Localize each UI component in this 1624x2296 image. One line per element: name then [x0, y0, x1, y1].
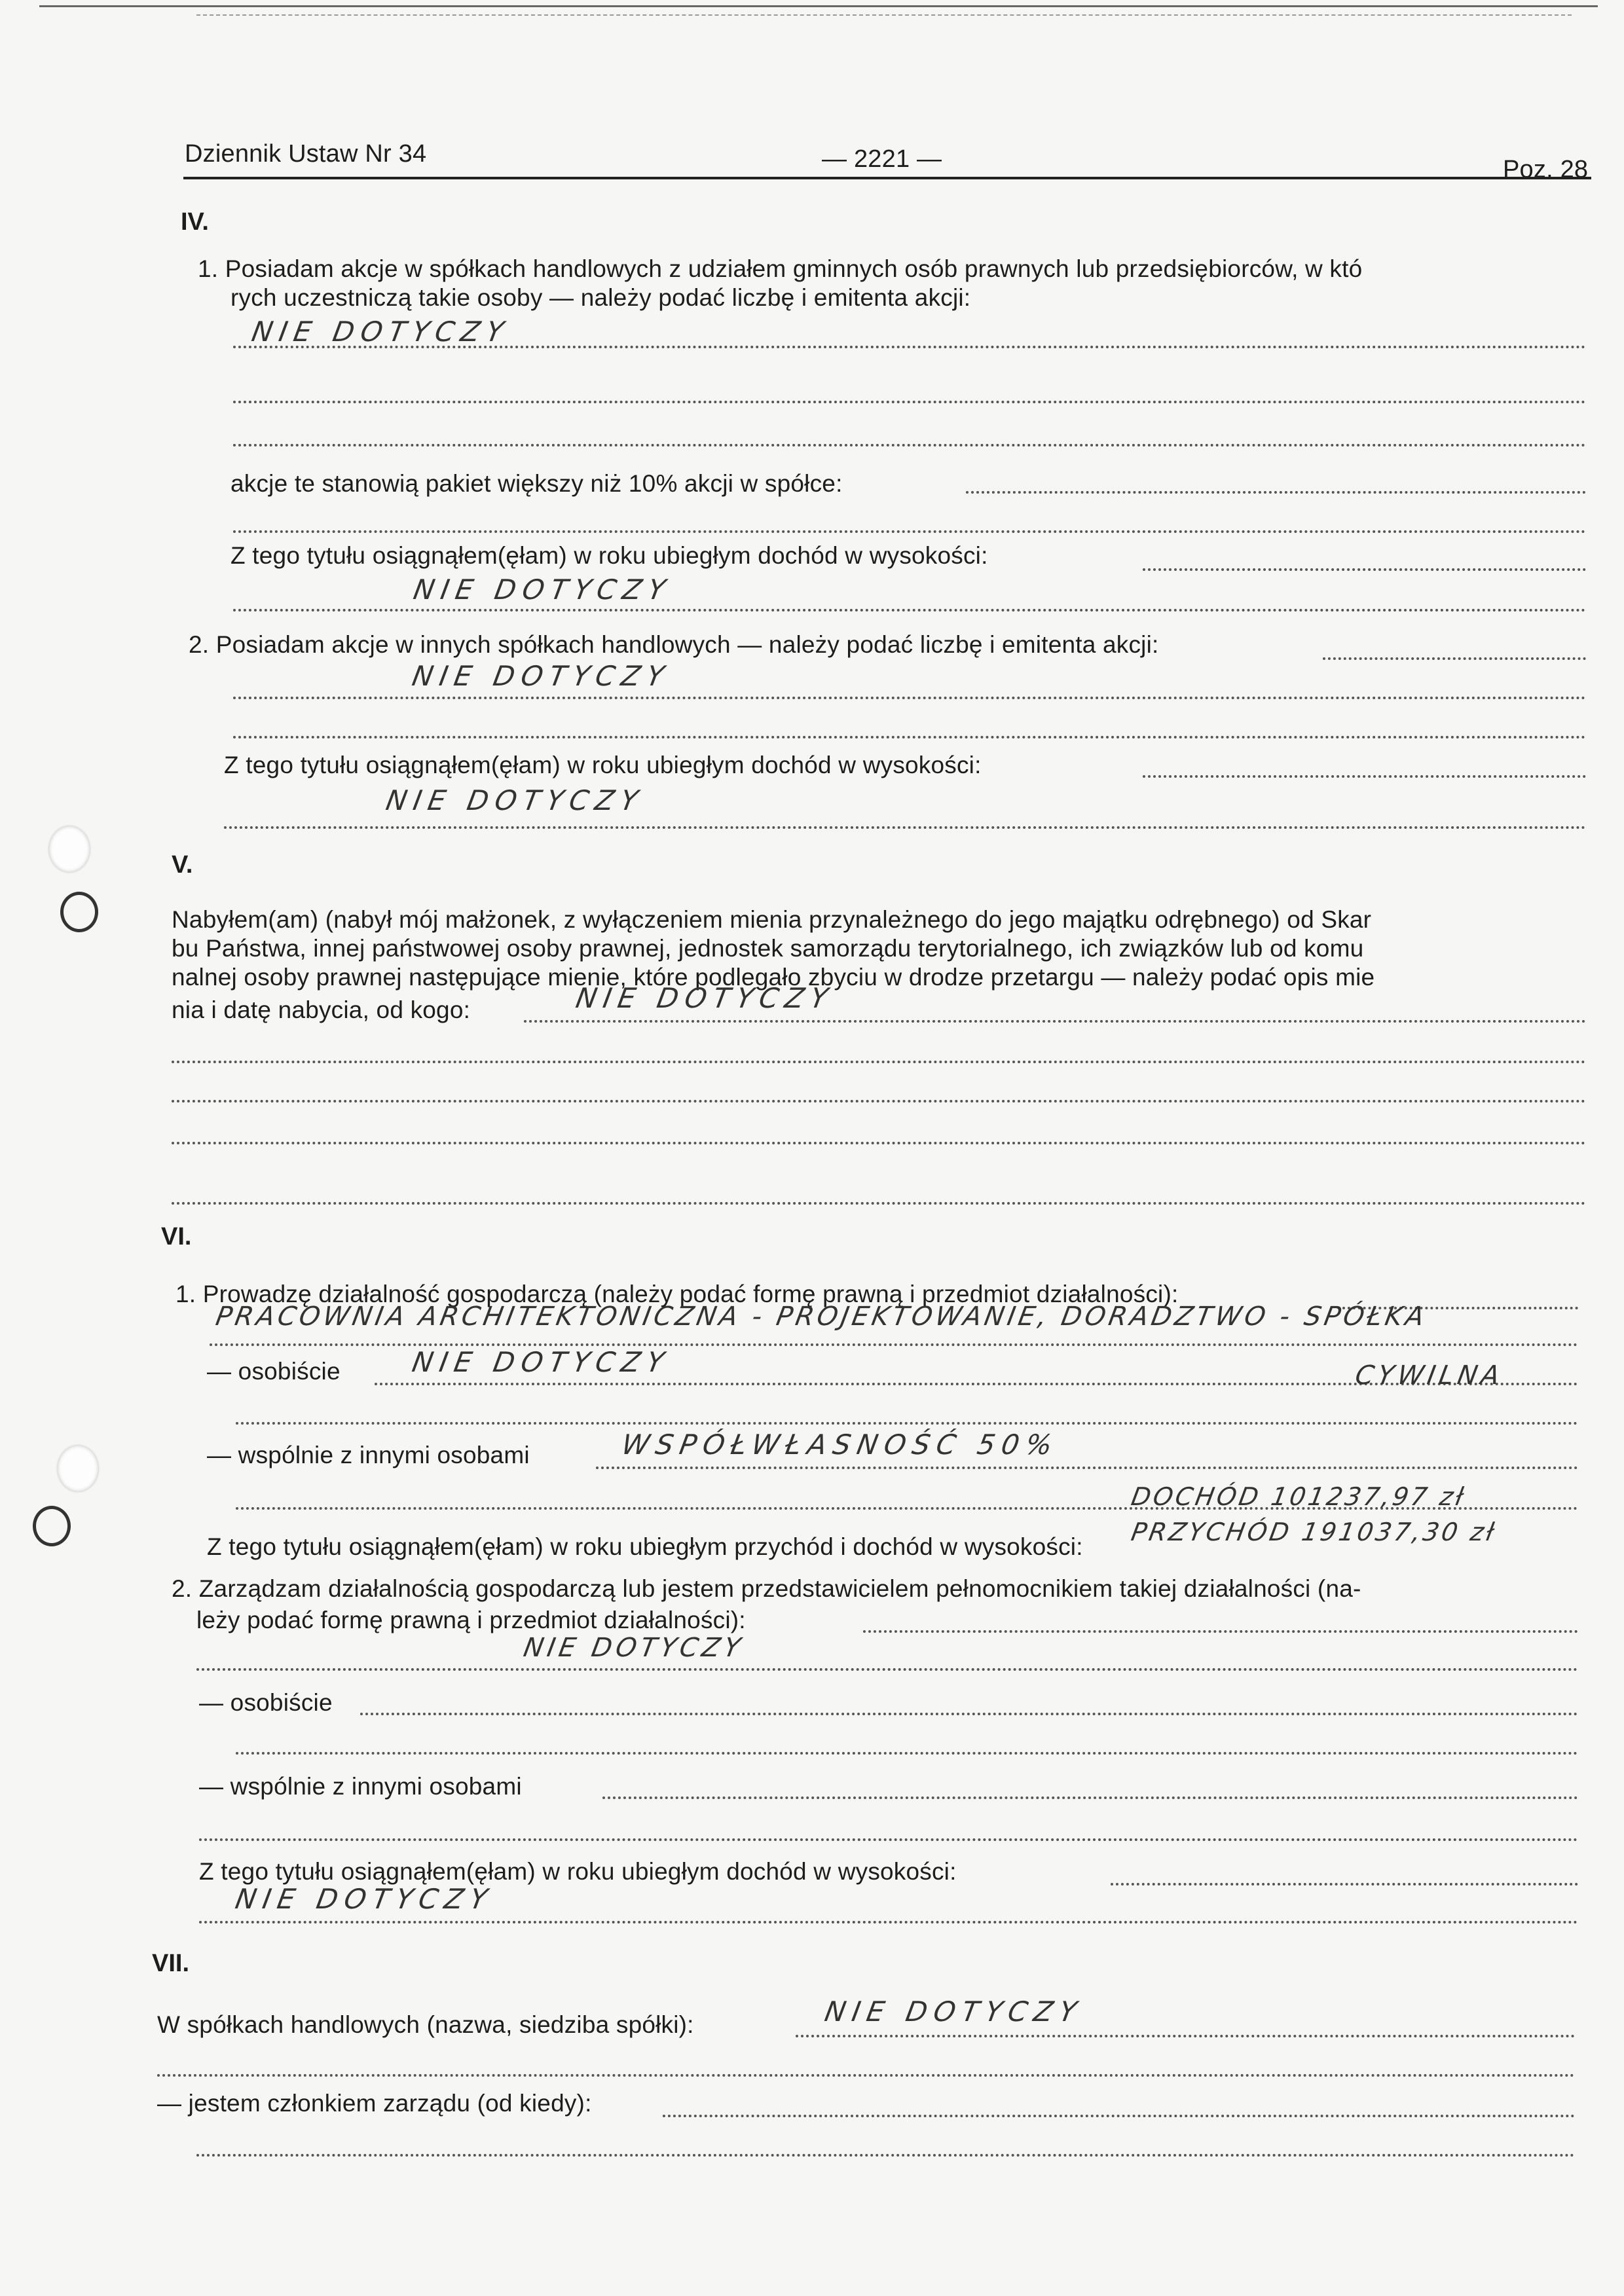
s7-companies-line: [796, 2035, 1575, 2037]
s4-q2-line1-dots: [1323, 657, 1586, 660]
s7-board-line: [663, 2115, 1575, 2117]
s6-q1-personally-answer: NIE DOTYCZY: [409, 1346, 673, 1378]
s7-line-4: [196, 2154, 1575, 2157]
s4-q1-line1: 1. Posiadam akcje w spółkach handlowych z udziałem gminnych osób prawnych lub przedsiębiorców, w któ: [198, 255, 1363, 282]
position-number: Poz. 28: [1503, 156, 1589, 183]
s6-q1-personally-label: — osobiście: [207, 1358, 341, 1385]
s5-line-4: [172, 1142, 1586, 1144]
s6-q2-line2: leży podać formę prawną i przedmiot działalności):: [196, 1607, 746, 1633]
s4-q1-pakiet-label: akcje te stanowią pakiet większy niż 10% akcji w spółce:: [231, 470, 843, 497]
s6-q2-answer: NIE DOTYCZY: [521, 1633, 747, 1663]
s7-line-2: [157, 2074, 1575, 2077]
s6-q1-jointly-label: — wspólnie z innymi osobami: [207, 1442, 530, 1468]
punch-hole-bottom: [58, 1446, 98, 1491]
s5-line2: bu Państwa, innej państwowej osoby prawnej, jednostek samorządu terytorialnego, ich związków lub od komu: [172, 935, 1364, 962]
s5-line3: nalnej osoby prawnej następujące mienie, które podlegało zbyciu w drodze przetargu — należy podać opis mie: [172, 964, 1375, 991]
s6-q1-line1: 1. Prowadzę działalność gospodarczą (należy podać formę prawną i przedmiot działalności):: [175, 1281, 1179, 1307]
s4-q2-income-answer-line: [224, 826, 1586, 829]
s4-q1-income-answer-line: [233, 609, 1586, 611]
s6-q2-line2-dots: [863, 1630, 1578, 1633]
s7-companies-answer: NIE DOTYCZY: [822, 1995, 1086, 2028]
s4-q2-answer-line: [233, 697, 1586, 699]
s4-q1-income-line: [1143, 568, 1586, 571]
punch-hole-top: [49, 826, 90, 872]
s6-q2-income-answer-line: [199, 1921, 1578, 1923]
s4-q1-income-answer: NIE DOTYCZY: [411, 574, 674, 606]
s4-q2-income-answer: NIE DOTYCZY: [383, 784, 647, 816]
s6-q1-income-label: Z tego tytułu osiągnąłem(ęłam) w roku ubiegłym przychód i dochód w wysokości:: [207, 1533, 1083, 1560]
s6-q1-answer-line1: PRACOWNIA ARCHITEKTONICZNA - PROJEKTOWANIE, DORADZTWO - SPÓŁKA: [213, 1302, 1430, 1332]
s6-q1-income-hw: DOCHÓD 101237,97 zł: [1129, 1482, 1468, 1511]
journal-title: Dziennik Ustaw Nr 34: [185, 140, 427, 168]
s5-line-2: [172, 1061, 1586, 1063]
s6-q2-jointly-line: [602, 1796, 1578, 1799]
s5-line4: nia i datę nabycia, od kogo:: [172, 996, 471, 1023]
s6-q2-personally-label: — osobiście: [199, 1689, 333, 1716]
punch-ring-bottom: [33, 1506, 71, 1546]
s5-line1: Nabyłem(am) (nabył mój małżonek, z wyłączeniem mienia przynależnego do jego majątku odrębnego) od Skar: [172, 906, 1372, 933]
s4-q1-income-label: Z tego tytułu osiągnąłem(ęłam) w roku ubiegłym dochód w wysokości:: [231, 542, 988, 569]
s6-q2-line1: 2. Zarządzam działalnością gospodarczą lub jestem przedstawicielem pełnomocnikiem takiej działalności (na-: [172, 1575, 1361, 1602]
section-v-heading: V.: [172, 851, 193, 879]
s6-q2-line-5: [199, 1838, 1578, 1841]
s4-q1-answer: NIE DOTYCZY: [249, 316, 513, 348]
s4-q1-pakiet-line-2: [233, 530, 1586, 533]
s5-line-3: [172, 1100, 1586, 1102]
s6-q1-line-3: [236, 1422, 1578, 1425]
s6-q1-jointly-answer: WSPÓŁWŁASNOŚĆ 50%: [619, 1429, 1061, 1461]
punch-ring-top: [60, 892, 98, 932]
s6-q1-jointly-line: [596, 1467, 1578, 1469]
section-vii-heading: VII.: [152, 1950, 190, 1977]
s6-q2-answer-line: [196, 1668, 1578, 1671]
s4-q2-line-2: [233, 736, 1586, 738]
s6-q2-income-answer: NIE DOTYCZY: [232, 1883, 496, 1915]
section-vi-heading: VI.: [161, 1223, 192, 1250]
s4-q2-answer: NIE DOTYCZY: [409, 660, 673, 692]
scan-top-edge: [39, 5, 1598, 7]
s4-q1-line-3: [233, 444, 1586, 446]
page-number: — 2221 —: [822, 145, 942, 173]
s4-q1-line-2: [233, 401, 1586, 403]
s5-line-5: [172, 1202, 1586, 1205]
s5-answer-line: [524, 1020, 1586, 1023]
s6-q1-answer-line2: CYWILNA: [1352, 1360, 1506, 1391]
s6-q2-income-line: [1111, 1883, 1578, 1886]
s6-q1-revenue-hw: PRZYCHÓD 191037,30 zł: [1129, 1518, 1499, 1546]
s6-q2-personally-line: [360, 1713, 1578, 1715]
s7-companies-label: W spółkach handlowych (nazwa, siedziba spółki):: [157, 2011, 694, 2038]
s7-board-label: — jestem członkiem zarządu (od kiedy):: [157, 2090, 592, 2117]
header-rule: [183, 177, 1591, 179]
s4-q1-pakiet-line: [966, 491, 1586, 494]
s6-q2-income-label: Z tego tytułu osiągnąłem(ęłam) w roku ubiegłym dochód w wysokości:: [199, 1858, 957, 1885]
scan-top-edge-bleed: [196, 14, 1572, 16]
s4-q1-line2: rych uczestniczą takie osoby — należy podać liczbę i emitenta akcji:: [231, 284, 971, 311]
s4-q2-line1: 2. Posiadam akcje w innych spółkach handlowych — należy podać liczbę i emitenta akcji:: [189, 631, 1159, 658]
s4-q2-income-line: [1143, 775, 1586, 778]
s4-q2-income-label: Z tego tytułu osiągnąłem(ęłam) w roku ubiegłym dochód w wysokości:: [224, 752, 982, 778]
s6-q2-jointly-label: — wspólnie z innymi osobami: [199, 1773, 522, 1800]
s5-answer: NIE DOTYCZY: [573, 982, 837, 1014]
s6-q2-line-3: [236, 1752, 1578, 1755]
section-iv-heading: IV.: [181, 208, 209, 236]
